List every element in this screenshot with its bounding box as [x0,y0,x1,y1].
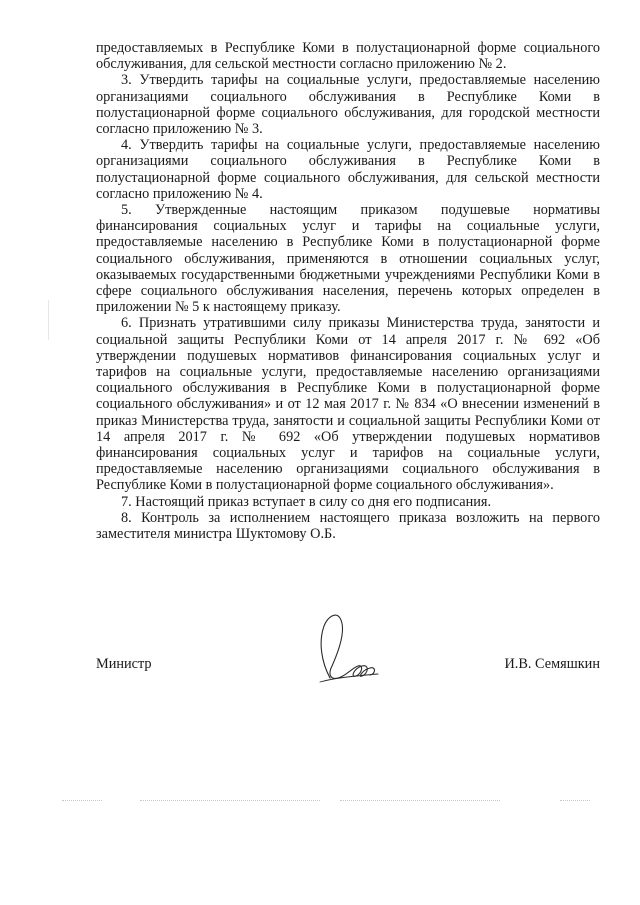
paragraph-item-5: 5. Утвержденные настоящим приказом подушевые нормативы финансирования социальных услуг и тарифы на социальные услуги, предоставляемые населению в Республике Коми в полустационарной форме социального обслуживания, применяются в отношении социальных услуг, оказываемых государственными бюджетными учреждениями Республики Коми в сфере социального обслуживания населения, перечень которых определен в приложении № 5 к настоящему приказу. [96,202,600,316]
scan-artifact-line [340,800,500,802]
paragraph-item-3: 3. Утвердить тарифы на социальные услуги, предоставляемые населению организациями социального обслуживания в Республике Коми в полустационарной форме социального обслуживания, для городской местности согласно приложению № 3. [96,72,600,138]
scan-artifact-line [140,800,320,802]
signatory-name: И.В. Семяшкин [504,656,600,672]
paragraph-item-8: 8. Контроль за исполнением настоящего приказа возложить на первого заместителя министра Шуктомову О.Б. [96,509,600,543]
paragraph-item-6: 6. Признать утратившими силу приказы Министерства труда, занятости и социальной защиты Республики Коми от 14 апреля 2017 г. № 692 «Об утверждении подушевых нормативов финансирования социальных услуг и тарифов на социальные услуги, предоставляемые населению организациями социального обслуживания в Республике Коми в полустационарной форме социального обслуживания» и от 12 мая 2017 г. № 834 «О внесении изменений в приказ Министерства труда, занятости и социальной защиты Республики Коми от 14 апреля 2017 г. № 692 «Об утверждении подушевых нормативов финансирования социальных услуг и тарифов на социальные услуги, предоставляемые населению организациями социального обслуживания в Республике Коми в полустационарной форме социального обслуживания». [96,315,600,494]
signatory-title: Министр [96,656,152,672]
document-body [96,40,600,542]
handwritten-signature [300,608,390,688]
paragraph-item-7: 7. Настоящий приказ вступает в силу со дня его подписания. [121,493,492,510]
scan-artifact-line [560,800,590,802]
paragraph-continuation: предоставляемых в Республике Коми в полустационарной форме социального обслуживания, для сельской местности согласно приложению № 2. [96,40,600,73]
scan-edge-mark [48,300,49,340]
paragraph-item-4: 4. Утвердить тарифы на социальные услуги, предоставляемые населению организациями социального обслуживания в Республике Коми в полустационарной форме социального обслуживания, для сельской местности согласно приложению № 4. [96,137,600,202]
scan-artifact-line [62,800,102,802]
